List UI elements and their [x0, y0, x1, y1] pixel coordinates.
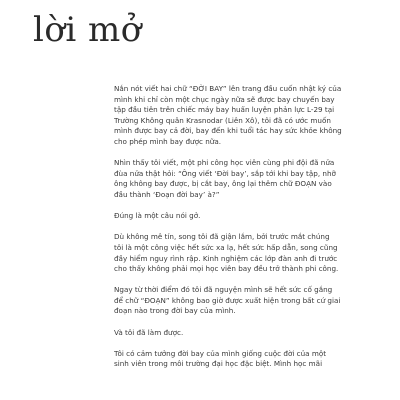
text-line: đoạn nào trong đời bay của mình.: [114, 306, 236, 316]
paragraph-1: [114, 84, 372, 148]
paragraph-3: [114, 211, 372, 222]
text-line: Nắn nót viết hai chữ “ĐỜI BAY” lên trang đầu cuốn nhật ký của: [114, 84, 342, 93]
text-line: để chữ “ĐOẠN” không bao giờ được xuất hiện trong bất cứ giai: [114, 295, 341, 305]
text-line: đùa nửa thật hỏi: “Ông viết ‘Đời bay’, sắp tới khi bay tập, nhỡ: [114, 168, 336, 178]
text-line: Trường Không quân Krasnodar (Liên Xô), tôi đã có ước muốn: [114, 115, 331, 125]
chapter-title: lời mở: [33, 10, 142, 50]
text-line: mình khi chỉ còn một chục ngày nữa sẽ được bay chuyến bay: [114, 94, 335, 104]
text-line: sinh viên trong môi trường đại học đặc biệt. Mình học mãi: [114, 359, 323, 369]
text-line: Ngay từ thời điểm đó tôi đã nguyện mình sẽ hết sức cố gắng: [114, 285, 333, 295]
chapter-body: [114, 84, 372, 400]
paragraph-4: [114, 232, 372, 274]
text-line: Nhìn thấy tôi viết, một phi công học viên cùng phi đội đã nửa: [114, 158, 335, 168]
text-line: cho thấy không phải mọi học viên bay đều trở thành phi công.: [114, 264, 339, 274]
paragraph-5: [114, 285, 372, 317]
text-line: Và tôi đã làm được.: [114, 327, 184, 337]
text-line: tập đầu tiên trên chiếc máy bay huấn luyện phản lực L-29 tại: [114, 105, 335, 115]
text-line: Đúng là một câu nói gở.: [114, 211, 201, 221]
text-line: tôi là một công việc hết sức xa lạ, hết sức hấp dẫn, song cũng: [114, 242, 338, 252]
text-line: Dù không mê tín, song tôi đã giận lắm, bởi trước mắt chúng: [114, 232, 330, 242]
text-line: Tôi có cảm tưởng đời bay của mình giống cuộc đời của một: [114, 348, 327, 358]
text-line: đầu thành ‘Đoạn đời bay’ à?”: [114, 189, 220, 199]
text-line: ông không bay được, bị cắt bay, ông lại thêm chữ ĐOẠN vào: [114, 179, 332, 189]
paragraph-6: [114, 328, 372, 339]
text-line: đầy hiểm nguy rình rập. Kinh nghiệm các lớp đàn anh đi trước: [114, 253, 338, 263]
paragraph-7: [114, 349, 372, 370]
text-line: mình được bay cả đời, bay đến khi tuổi tác hay sức khỏe không: [114, 126, 342, 136]
paragraph-2: [114, 158, 372, 200]
text-line: cho phép mình bay được nữa.: [114, 136, 222, 146]
